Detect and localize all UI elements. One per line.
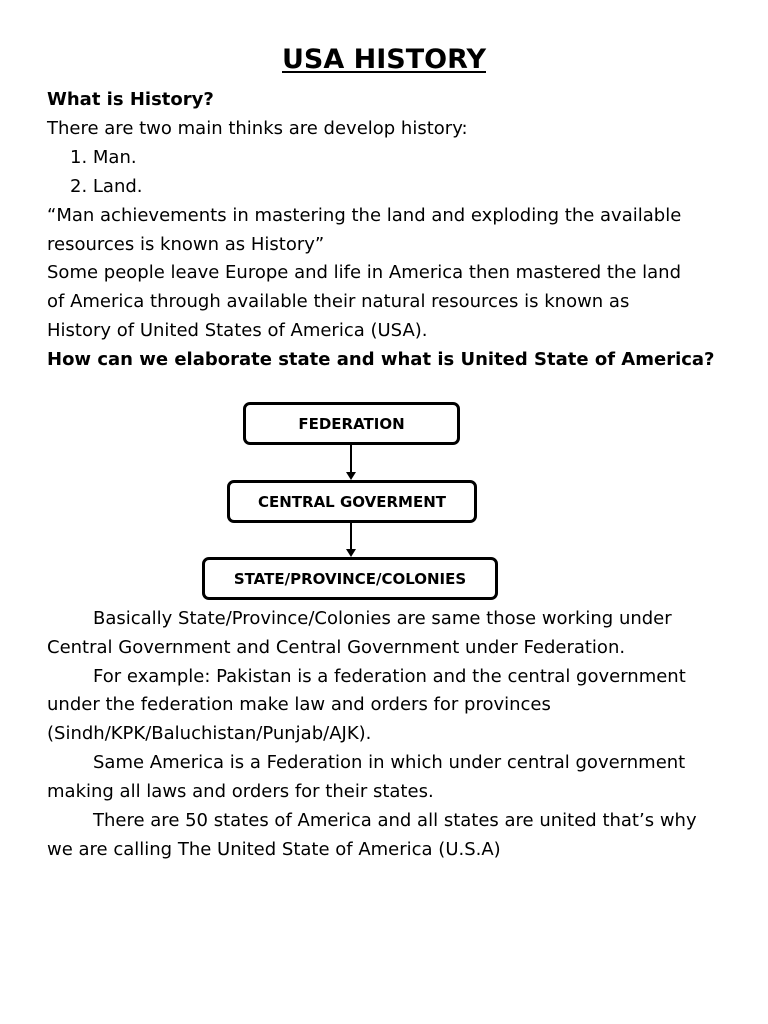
body-p3-line-1 <box>47 751 685 775</box>
body-p3-text: Same America is a Federation in which under central government <box>93 752 686 773</box>
section-heading-elaborate-state: How can we elaborate state and what is United State of America? <box>47 349 715 370</box>
flowchart-box-federation: FEDERATION <box>243 402 460 445</box>
body-p4-text: There are 50 states of America and all states are united that’s why <box>93 810 697 831</box>
intro-text: There are two main thinks are develop history: <box>47 118 468 139</box>
body-p2-line-1 <box>47 665 686 689</box>
body-p2-text: For example: Pakistan is a federation and the central government <box>93 666 686 687</box>
arrow-down-icon <box>346 549 356 557</box>
paragraph-line-2: of America through available their natural resources is known as <box>47 291 630 312</box>
flowchart-arrow-1 <box>350 445 352 473</box>
body-p4-line-2: we are calling The United State of America (U.S.A) <box>47 839 501 860</box>
body-p1-text: Basically State/Province/Colonies are same those working under <box>93 608 672 629</box>
body-p1-line-1 <box>47 607 672 631</box>
body-p3-line-2: making all laws and orders for their states. <box>47 781 434 802</box>
paragraph-line-3: History of United States of America (USA). <box>47 320 428 341</box>
quote-line-2: resources is known as History” <box>47 234 325 255</box>
body-p2-line-3: (Sindh/KPK/Baluchistan/Punjab/AJK). <box>47 723 372 744</box>
quote-line-1: “Man achievements in mastering the land and exploding the available <box>47 205 682 226</box>
arrow-down-icon <box>346 472 356 480</box>
paragraph-line-1: Some people leave Europe and life in America then mastered the land <box>47 262 681 283</box>
list-item-man: 1. Man. <box>70 147 137 168</box>
list-item-land: 2. Land. <box>70 176 143 197</box>
flowchart-arrow-2 <box>350 523 352 550</box>
page-title: USA HISTORY <box>282 44 486 75</box>
flowchart-box-state-province-colonies: STATE/PROVINCE/COLONIES <box>202 557 498 600</box>
body-p2-line-2: under the federation make law and orders for provinces <box>47 694 551 715</box>
section-heading-what-is-history: What is History? <box>47 89 214 110</box>
flowchart-box-central-government: CENTRAL GOVERMENT <box>227 480 477 523</box>
body-p1-line-2: Central Government and Central Government under Federation. <box>47 637 626 658</box>
body-p4-line-1 <box>47 809 697 833</box>
